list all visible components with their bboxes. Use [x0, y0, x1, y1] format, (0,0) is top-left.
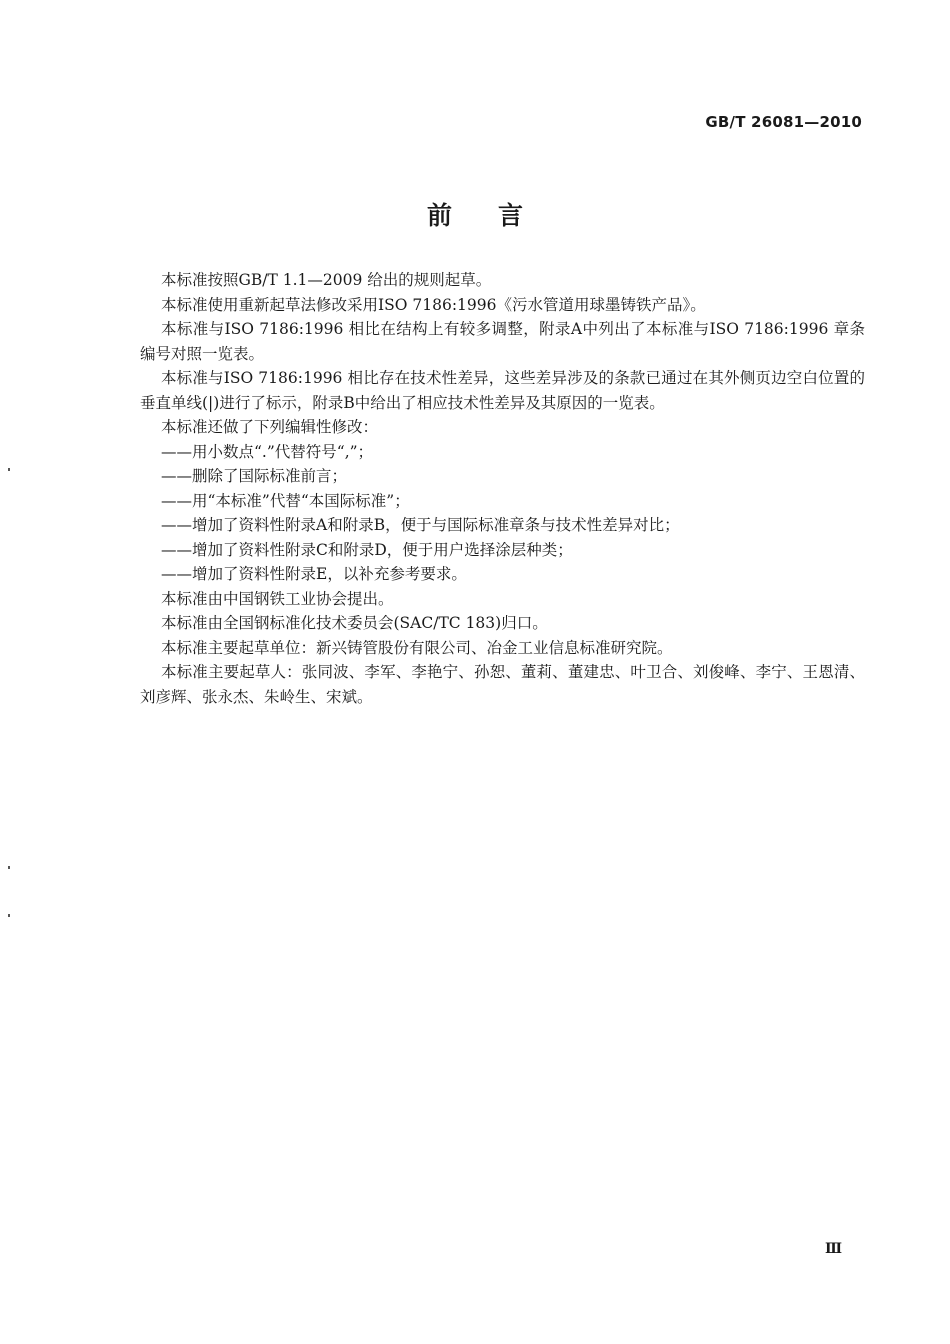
edit-item: ——增加了资料性附录E，以补充参考要求。 — [161, 565, 467, 583]
paragraph-proposer: 本标准由中国钢铁工业协会提出。 — [161, 589, 394, 608]
paragraph-structure-changes: 本标准与ISO 7186:1996 相比在结构上有较多调整，附录A中列出了本标准与ISO 7186:1996 章条编号对照一览表。 — [140, 320, 865, 363]
edit-item: ——增加了资料性附录C和附录D，便于用户选择涂层种类； — [161, 540, 573, 559]
edit-item: ——用小数点“.”代替符号“,”； — [161, 442, 374, 461]
standard-code: GB/T 26081—2010 — [705, 113, 862, 131]
paragraph-drafting-units: 本标准主要起草单位：新兴铸管股份有限公司、冶金工业信息标准研究院。 — [161, 638, 673, 657]
foreword-body — [140, 268, 865, 709]
edit-item: ——增加了资料性附录A和附录B，便于与国际标准章条与技术性差异对比； — [161, 516, 680, 534]
edit-item: ——用“本标准”代替“本国际标准”； — [161, 491, 410, 510]
paragraph-drafting-rules: 本标准按照GB/T 1.1—2009 给出的规则起草。 — [161, 271, 492, 289]
paragraph-drafters: 本标准主要起草人：张同波、李军、李艳宁、孙恕、董莉、董建忠、叶卫合、刘俊峰、李宁、王恩清、刘彦辉、张永杰、朱岭生、宋斌。 — [140, 663, 865, 706]
page-title: 前言 — [426, 201, 569, 230]
paragraph-adoption: 本标准使用重新起草法修改采用ISO 7186:1996《污水管道用球墨铸铁产品》。 — [161, 295, 706, 314]
page-number: Ⅲ — [824, 1241, 842, 1257]
scan-artifact — [8, 866, 10, 869]
paragraph-technical-committee: 本标准由全国钢标准化技术委员会(SAC/TC 183)归口。 — [161, 614, 548, 632]
scan-artifact — [8, 468, 10, 471]
scan-artifact — [8, 914, 10, 917]
paragraph-editorial-intro: 本标准还做了下列编辑性修改： — [161, 418, 379, 436]
edit-item: ——删除了国际标准前言； — [161, 467, 348, 485]
paragraph-technical-differences: 本标准与ISO 7186:1996 相比存在技术性差异，这些差异涉及的条款已通过在其外侧页边空白位置的垂直单线(|)进行了标示，附录B中给出了相应技术性差异及其原因的一览表。 — [140, 369, 865, 412]
